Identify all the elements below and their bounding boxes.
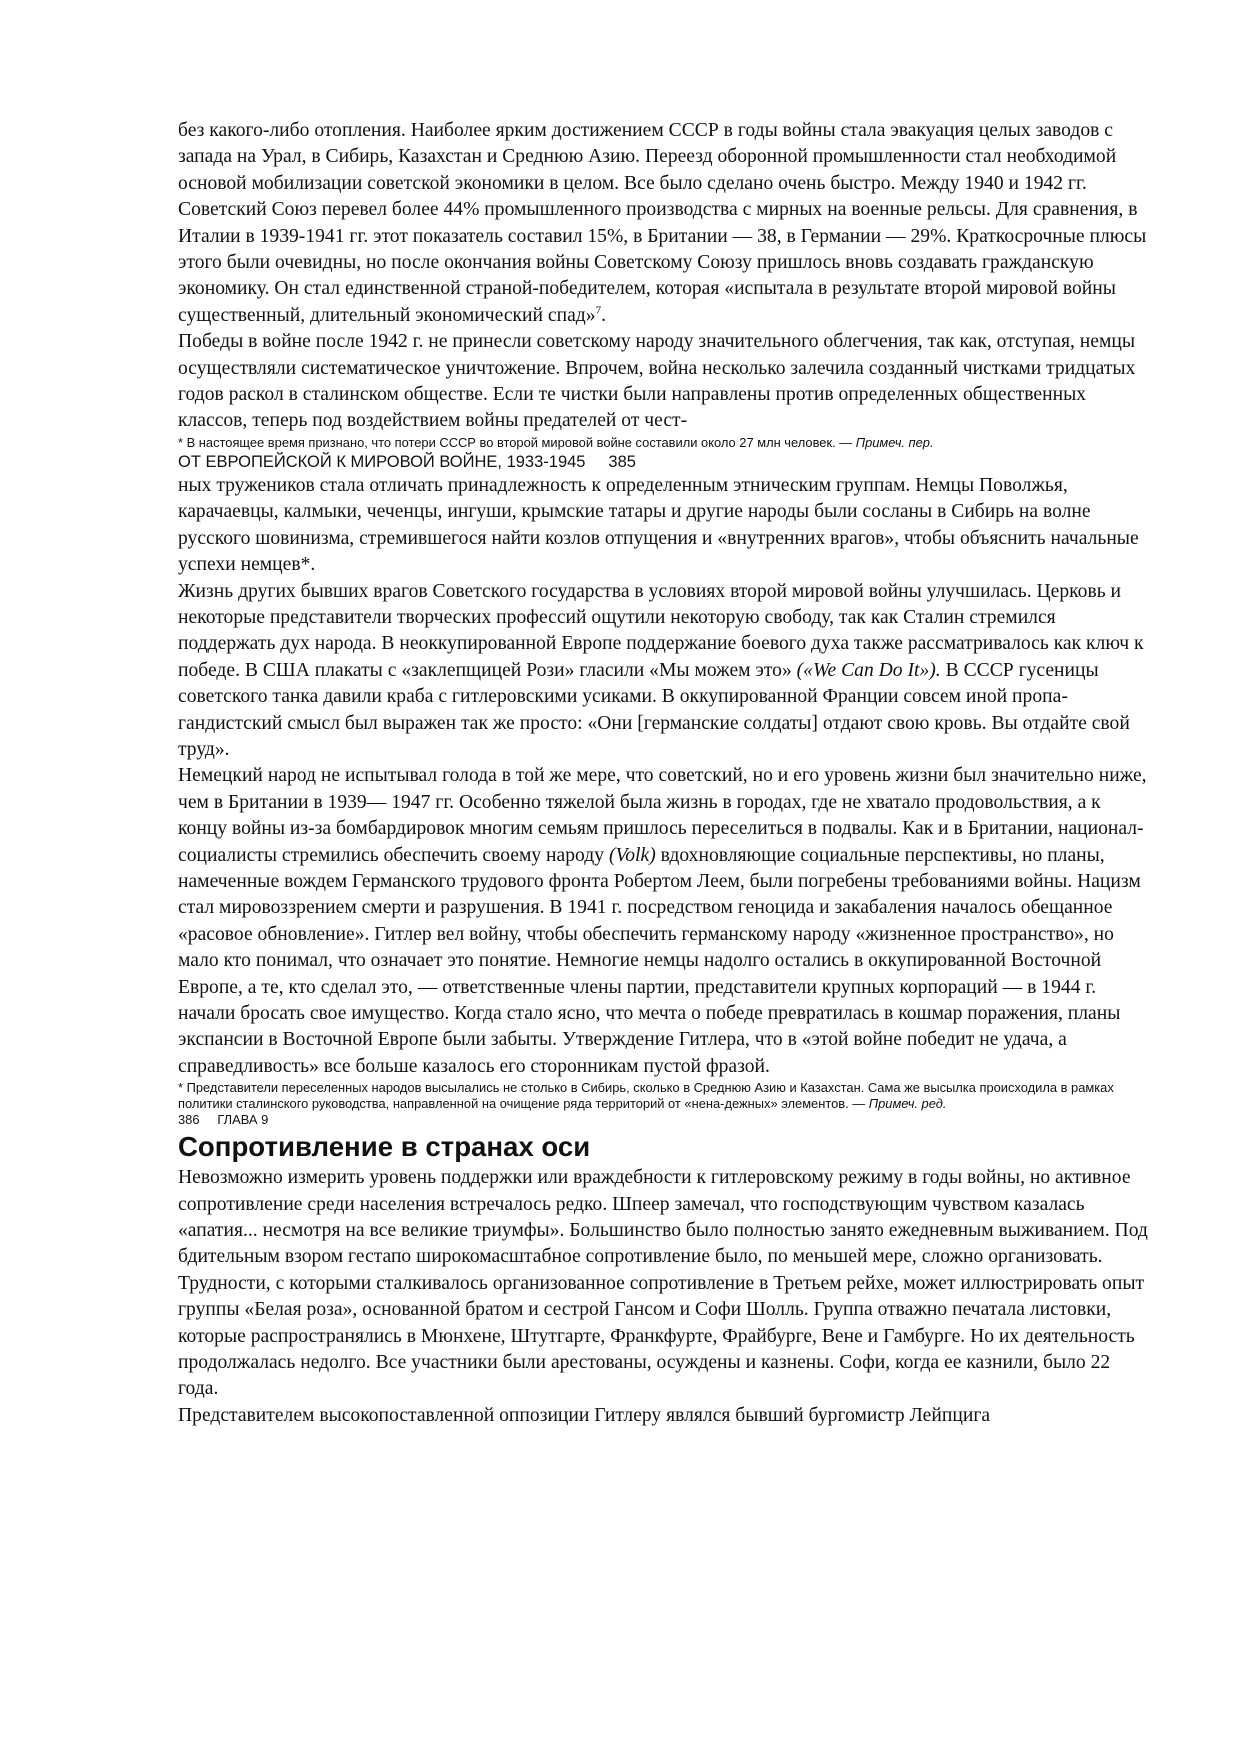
paragraph-morale-text-b: В СССР гусеницы советского танка давили краба с гитлеровскими усиками. В оккупированной Франции совсем иной пропа-гандистский смысл был выражен так же просто: «Они [германские солдаты] отдают свою кровь. Вы отдайте свой труд». <box>178 659 1130 760</box>
paragraph-victories: Победы в войне после 1942 г. не принесли советскому народу значительного облегчения, так как, отступая, немцы осуществляли систематическое уничтожение. Впрочем, война несколько залечила созданный чистками тридцатых годов раскол в сталинском обществе. Если те чистки были направлены против определенных общественных классов, теперь под воздействием войны предателей от чест- <box>178 331 1136 432</box>
running-head-385: ОТ ЕВРОПЕЙСКОЙ К МИРОВОЙ ВОЙНЕ, 1933-1945 385 <box>178 452 636 471</box>
paragraph-german-text-b: вдохновляющие социальные перспективы, но планы, намеченные вождем Германского трудового фронта Робертом Леем, были погребены требованиями войны. Нацизм стал мировоззрением смерти и разрушения. В 1941 г. посредством геноцида и закабаления началось обещанное «расовое обновление». Гитлер вел войну, чтобы обеспечить германскому народу «жизненное пространство», но мало кто понимал, что означает это понятие. Немногие немцы надолго остались в оккупированной Восточной Европе, а те, кто сделал это, — ответственные члены партии, представители крупных корпораций — в 1944 г. начали бросать свое имущество. Когда стало ясно, что мечта о победе превратилась в кошмар поражения, планы экспансии в Восточной Европе были забыты. Утверждение Гитлера, что в «этой войне победит не удача, а справедливость» все больше казалось его сторонникам пустой фразой. <box>178 844 1141 1077</box>
footnote-losses-text: * В настоящее время признано, что потери СССР во второй мировой войне составили около 27 млн человек. — <box>178 434 856 450</box>
running-head-386: 386 ГЛАВА 9 <box>178 1112 269 1128</box>
footnote-deportation-note: Примеч. ред. <box>868 1096 947 1112</box>
paragraph-evacuation-end: . <box>601 304 606 326</box>
footnote-deportation <box>178 1080 1150 1112</box>
paragraph-evacuation <box>178 118 1150 329</box>
paragraph-morale-italic: («We Can Do It»). <box>796 659 941 681</box>
paragraph-deportations: ных тружеников стала отличать принадлежность к определенным этническим группам. Немцы Поволжья, карачаевцы, калмыки, чеченцы, ингуши, крымские татары и другие народы были сосланы в Сибирь на волне русского шовинизма, стремившегося найти козлов отпущения и «внутренних врагов», чтобы объяснить начальные успехи немцев*. <box>178 474 1139 576</box>
footnote-deportation-text: * Представители переселенных народов высылались не столько в Сибирь, сколько в Среднюю Азию и Казахстан. Сама же высылка происходила в рамках политики сталинского руководства, направленной на очищение ряда территорий от «нена-дежных» элементов. — <box>178 1080 1114 1112</box>
paragraph-evacuation-text: без какого-либо отопления. Наиболее ярким достижением СССР в годы войны стала эвакуация целых заводов с запада на Урал, в Сибирь, Казахстан и Среднюю Азию. Переезд оборонной промышленности стал необходимой основой мобилизации советской экономики в целом. Все было сделано очень быстро. Между 1940 и 1942 гг. Советский Союз перевел более 44% промышленного производства с мирных на военные рельсы. Для сравнения, в Италии в 1939-1941 гг. этот показатель составил 15%, в Британии — 38, в Германии — 29%. Краткосрочные плюсы этого были очевидны, но после окончания войны Советскому Союзу пришлось вновь создавать гражданскую экономику. Он стал единственной страной-победителем, которая «испытала в результате второй мировой войны существенный, длительный экономический спад» <box>178 120 1147 326</box>
paragraph-german-italic: (Volk) <box>608 844 656 866</box>
paragraph-morale-text-a: Жизнь других бывших врагов Советского государства в условиях второй мировой войны улучшилась. Церковь и некоторые представители творческих профессий ощутили некоторую свободу, так как Сталин стремился поддержать дух народа. В неоккупированной Европе поддержание боевого духа также рассматривалось как ключ к победе. В США плакаты с «заклепщицей Рози» гласили «Мы можем это» <box>178 580 1144 681</box>
paragraph-opposition: Представителем высокопоставленной оппозиции Гитлеру являлся бывший бургомистр Лейпцига <box>178 1404 991 1426</box>
section-heading: Сопротивление в странах оси <box>178 1131 591 1163</box>
paragraph-german-people <box>178 763 1150 1080</box>
paragraph-german-text-a: Немецкий народ не испытывал голода в той же мере, что советский, но и его уровень жизни был значительно ниже, чем в Британии в 1939— 1947 гг. Особенно тяжелой была жизнь в городах, где не хватало продовольствия, а к концу войны из-за бомбардировок многим семьям пришлось переселиться в подвалы. Как и в Британии, национал-социалисты стремились обеспечить своему народу <box>178 765 1147 866</box>
paragraph-morale <box>178 579 1150 764</box>
document-page <box>178 118 1150 1429</box>
footnote-losses <box>178 435 1150 451</box>
paragraph-resistance: Невозможно измерить уровень поддержки или враждебности к гитлеровскому режиму в годы войны, но активное сопротивление среди населения встречалось редко. Шпеер замечал, что господствующим чувством казалась «апатия... несмотря на все великие триумфы». Большинство было полностью занято ежедневным выживанием. Под бдительным взором гестапо широкомасштабное сопротивление было, по меньшей мере, сложно организовать. Трудности, с которыми сталкивалось организованное сопротивление в Третьем рейхе, может иллюстрировать опыт группы «Белая роза», основанной братом и сестрой Гансом и Софи Шолль. Группа отважно печатала листовки, которые распространялись в Мюнхене, Штутгарте, Франкфурте, Фрайбурге, Вене и Гамбурге. Но их деятельность продолжалась недолго. Все участники были арестованы, осуждены и казнены. Софи, когда ее казнили, было 22 года. <box>178 1167 1148 1400</box>
endnote-marker: 7 <box>595 304 602 317</box>
footnote-losses-note: Примеч. пер. <box>855 434 934 450</box>
